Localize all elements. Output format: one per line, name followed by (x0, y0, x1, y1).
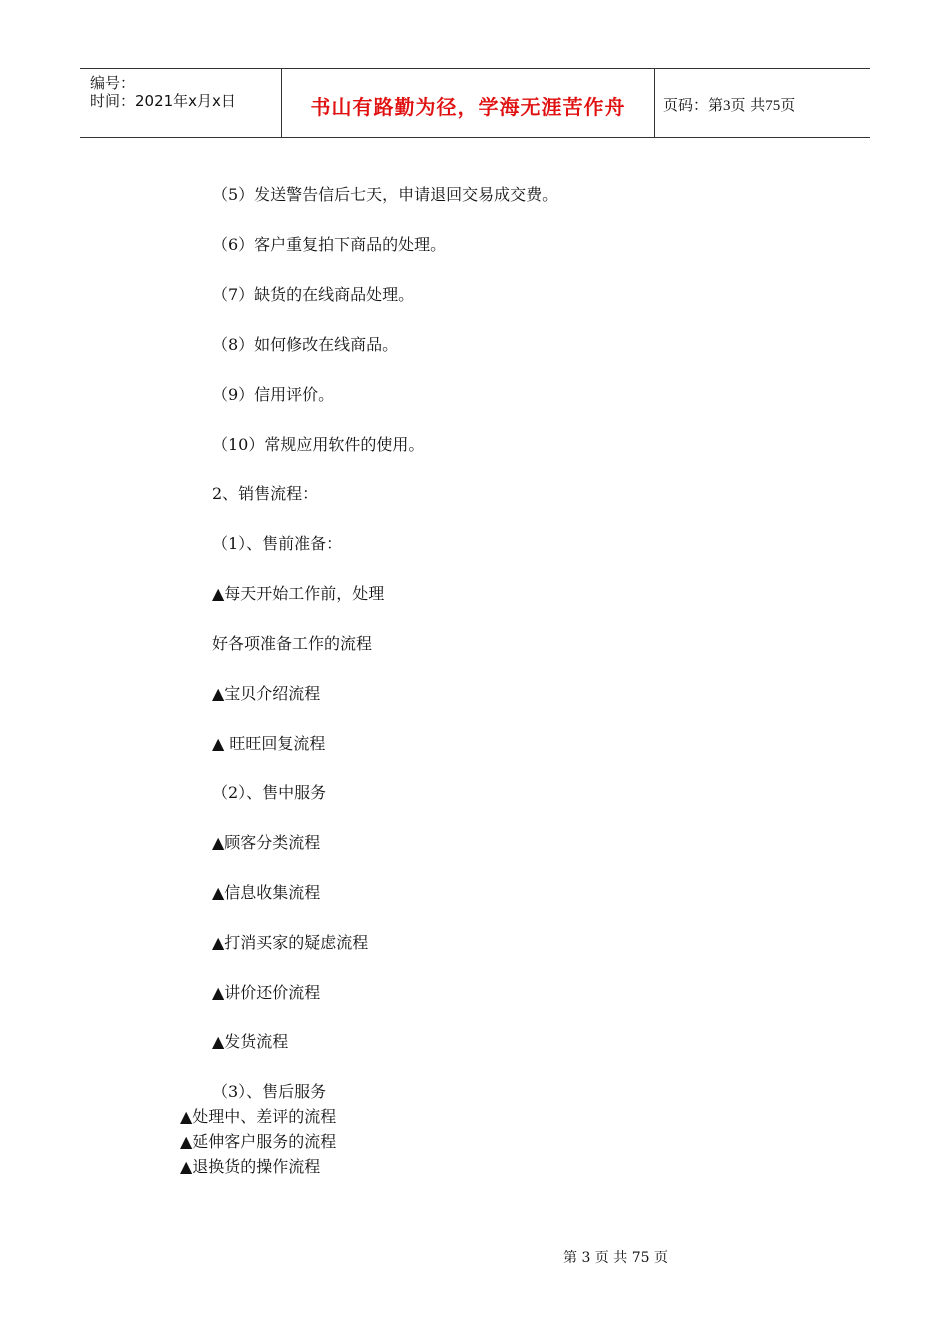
body-line: （2）、售中服务 (212, 783, 327, 802)
header-right-cell (655, 69, 870, 137)
header-page-info (663, 94, 795, 115)
bullet-item: ▲退换货的操作流程 (180, 1157, 321, 1176)
body-line: （7）缺货的在线商品处理。 (212, 285, 415, 304)
page-total: 75 (765, 98, 781, 114)
bullet-item: ▲处理中、差评的流程 (180, 1107, 337, 1126)
bullet-item: ▲发货流程 (212, 1032, 289, 1051)
body-line: （8）如何修改在线商品。 (212, 335, 399, 354)
page-suffix: 页 (780, 96, 796, 114)
header-middle-cell (282, 69, 655, 137)
page-current: 3 (723, 98, 731, 114)
bullet-item: ▲每天开始工作前，处理 (212, 584, 385, 603)
body-line: （9）信用评价。 (212, 385, 335, 404)
body-line: （10）常规应用软件的使用。 (212, 435, 425, 454)
bullet-item: ▲宝贝介绍流程 (212, 684, 321, 703)
bullet-item: ▲打消买家的疑虑流程 (212, 933, 369, 952)
header-motto: 书山有路勤为径，学海无涯苦作舟 (310, 95, 626, 119)
page-footer: 第 3 页 共 75 页 (563, 1250, 668, 1266)
page-mid: 页 共 (730, 96, 766, 114)
page-prefix: 页码：第 (663, 96, 724, 114)
section-heading: 2、销售流程： (212, 484, 319, 503)
bullet-item: ▲顾客分类流程 (212, 833, 321, 852)
body-line: （6）客户重复拍下商品的处理。 (212, 235, 447, 254)
bullet-item: ▲讲价还价流程 (212, 983, 321, 1002)
header-left-cell (80, 69, 282, 137)
body-line: （5）发送警告信后七天，申请退回交易成交费。 (212, 185, 559, 204)
body-line: （3）、售后服务 (212, 1082, 327, 1101)
body-line: （1）、售前准备： (212, 534, 343, 553)
body-line: 好各项准备工作的流程 (212, 634, 373, 653)
time-label: 时间：2021年x月x日 (90, 92, 236, 110)
code-label: 编号： (90, 74, 136, 92)
bullet-item: ▲信息收集流程 (212, 883, 321, 902)
bullet-item: ▲ 旺旺回复流程 (212, 734, 326, 753)
page-header (80, 68, 870, 138)
bullet-item: ▲延伸客户服务的流程 (180, 1132, 337, 1151)
